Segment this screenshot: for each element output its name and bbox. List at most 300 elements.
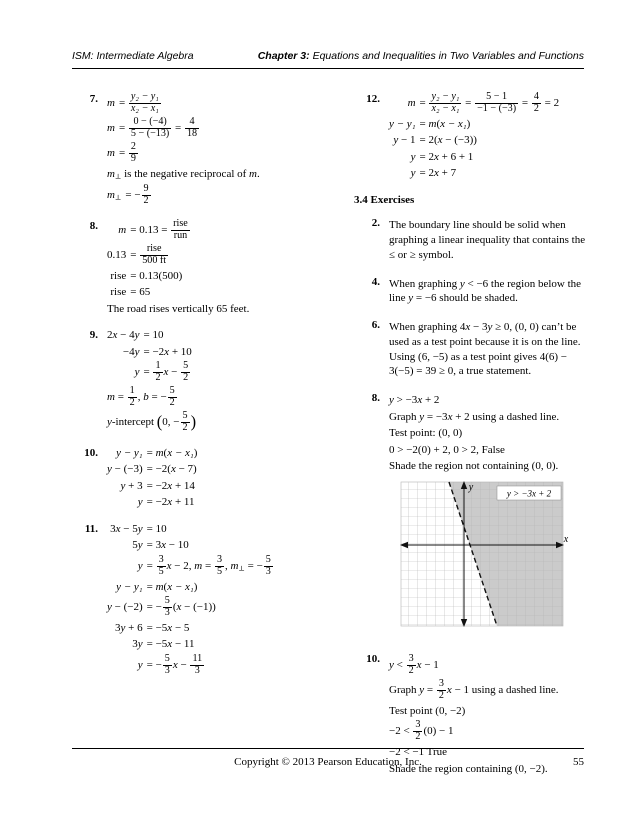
math-text: 11 <box>192 652 203 664</box>
equation-rhs <box>420 150 560 165</box>
math-text: < <box>393 659 406 672</box>
math-text: , <box>137 390 144 403</box>
math-text: 2 <box>169 396 175 408</box>
math-text: 3 <box>158 553 164 565</box>
equation-rhs <box>147 580 274 595</box>
math-text: − 2, <box>171 559 195 572</box>
fraction-denominator <box>413 732 422 743</box>
math-text: = <box>424 683 436 696</box>
math-text: = −2( <box>146 463 171 476</box>
fraction <box>412 720 423 743</box>
problem-11 <box>72 522 324 679</box>
equation-rhs <box>147 495 198 510</box>
text-line <box>389 443 590 458</box>
math-text: 2 <box>129 396 135 408</box>
math-text: = 3 <box>146 539 162 552</box>
fraction <box>180 411 191 434</box>
fraction <box>127 386 138 409</box>
math-variable: y <box>408 292 414 305</box>
math-text: = 10 <box>143 329 164 342</box>
math-text: = <box>118 121 128 134</box>
math-text: ( <box>436 117 441 130</box>
math-variable: x <box>170 463 176 476</box>
fraction-denominator <box>407 666 416 677</box>
left-column <box>72 92 324 788</box>
math-variable: x <box>433 150 439 163</box>
problem-number: 10. <box>366 653 380 666</box>
math-text: + 2 using a dashed line. <box>452 410 560 423</box>
math-variable: y <box>120 621 126 634</box>
math-text: 3 <box>164 607 170 619</box>
fraction-denominator <box>429 104 461 115</box>
equation-block <box>389 92 590 181</box>
fraction-denominator <box>190 666 204 677</box>
math-variable: y <box>107 415 112 428</box>
equation-lhs <box>107 600 147 615</box>
right-column <box>354 92 590 788</box>
problem-number: 12. <box>366 93 380 105</box>
math-text: − 7) <box>175 463 197 476</box>
math-text: − 11 <box>172 638 195 651</box>
math-text: = − <box>148 390 167 403</box>
math-text: 9 <box>130 152 136 164</box>
math-variable: y <box>393 134 399 147</box>
fraction <box>189 654 205 677</box>
equation-lhs <box>389 133 420 148</box>
math-text: 5 <box>216 565 222 577</box>
math-variable: x <box>167 638 173 651</box>
problem-2 <box>354 216 590 264</box>
math-text: = − <box>125 188 141 201</box>
fraction <box>436 679 447 702</box>
fraction-denominator <box>153 373 162 384</box>
fraction <box>128 92 162 115</box>
math-text: + 2 <box>422 394 440 407</box>
fraction-denominator <box>181 423 190 434</box>
math-variable: x − x₁ <box>440 117 467 130</box>
running-head-left: ISM: Intermediate Algebra <box>72 50 194 62</box>
math-text: = − <box>146 658 162 671</box>
math-text: 5 <box>183 360 189 372</box>
equation-block <box>107 446 324 510</box>
text-line <box>389 320 590 379</box>
math-variable: x <box>416 659 422 672</box>
equation-lhs <box>389 117 420 132</box>
math-text: = <box>118 146 128 159</box>
text-line <box>389 410 590 425</box>
equation-rhs <box>144 345 192 360</box>
math-text: 2 <box>130 140 136 152</box>
math-text: 4 <box>533 91 539 102</box>
equation-lhs <box>389 150 420 165</box>
math-variable: y − y₁ <box>116 580 143 593</box>
math-text: + 7 <box>438 167 457 180</box>
equation-rhs <box>147 446 198 461</box>
math-text: + 6 + 1 <box>438 150 474 163</box>
graph-grid <box>401 482 563 626</box>
math-text: 5 − 1 <box>486 91 508 102</box>
problem-body <box>105 328 324 436</box>
math-text: = 0.13 = <box>130 223 171 236</box>
math-text: − 1 using a dashed line. <box>451 683 559 696</box>
math-text: = <box>118 96 128 109</box>
math-text: 3 <box>110 522 116 535</box>
math-variable: y <box>410 150 416 163</box>
text-line <box>389 704 590 719</box>
math-text: 3 <box>415 719 421 731</box>
big-paren: ) <box>190 411 197 431</box>
fraction-denominator <box>168 398 177 409</box>
equation-rhs <box>147 538 274 553</box>
math-text: − <box>177 658 190 671</box>
problem-body <box>105 522 324 679</box>
math-text: Test point: (0, 0) <box>389 427 463 440</box>
problem-4 <box>354 275 590 308</box>
math-text: 0.13 <box>107 248 127 261</box>
math-text: − 5 <box>120 522 138 535</box>
equation-lhs <box>107 580 147 595</box>
fraction <box>406 654 417 677</box>
math-variable: x <box>172 658 178 671</box>
math-text: 0 − (−4) <box>133 115 167 127</box>
math-text: 2 <box>438 689 444 701</box>
math-variable: x <box>167 496 173 509</box>
math-text: 0, − <box>162 415 180 428</box>
problem-7 <box>72 92 324 209</box>
text-line <box>107 386 324 409</box>
equation-rhs <box>144 361 192 384</box>
math-text: rise <box>110 286 127 299</box>
graph-container <box>399 480 590 637</box>
math-variable: x <box>166 559 172 572</box>
fraction <box>184 117 200 140</box>
math-text: 5 <box>182 409 188 421</box>
fraction-denominator <box>171 231 190 242</box>
fraction-denominator <box>532 104 541 115</box>
math-text: 3 <box>438 677 444 689</box>
problem-12 <box>354 92 590 183</box>
math-variable: x <box>115 522 121 535</box>
problem-body <box>387 318 590 381</box>
equation-block <box>107 219 324 300</box>
math-text: is the negative reciprocal of <box>121 167 250 180</box>
fraction <box>170 219 191 242</box>
math-text: 9 <box>143 183 149 195</box>
math-text: 5 <box>169 384 175 396</box>
fraction-denominator <box>140 256 168 267</box>
math-variable: y − y₁ <box>116 446 143 459</box>
equation-rhs <box>147 522 274 537</box>
math-variable: y − y₁ <box>389 117 416 130</box>
problem-number: 11. <box>84 522 98 535</box>
math-text: = −5 <box>146 621 168 634</box>
math-variable: x <box>112 329 118 342</box>
math-text: = <box>419 96 429 109</box>
math-variable: x₂ − x₁ <box>130 102 159 114</box>
equation-rhs <box>119 117 200 140</box>
math-variable: y <box>134 329 140 342</box>
math-text: ) <box>466 117 471 130</box>
math-variable: m <box>230 559 239 572</box>
chapter-title: Equations and Inequalities in Two Variables and Functions <box>309 50 584 62</box>
math-text: Graph <box>389 410 420 423</box>
math-variable: x <box>167 479 173 492</box>
big-paren: ( <box>156 411 163 431</box>
math-variable: x − x₁ <box>167 446 194 459</box>
copyright-text: Copyright © 2013 Pearson Education, Inc. <box>234 756 422 768</box>
math-text: 4 <box>189 115 195 127</box>
math-text: 0 > −2(0) + 2, 0 > 2, False <box>389 443 505 456</box>
math-text: Graph <box>389 683 420 696</box>
y-axis-label: y <box>468 481 474 493</box>
text-line <box>389 459 590 474</box>
math-text: The boundary line should be solid when graphing a linear inequality that contains the ≤ or ≥ symbol. <box>389 219 586 261</box>
problem-6 <box>354 318 590 381</box>
math-text: − (−3) <box>111 463 143 476</box>
math-variable: y <box>389 659 394 672</box>
equation-lhs <box>107 658 147 673</box>
fraction-denominator <box>129 154 138 165</box>
problem-body <box>105 446 324 512</box>
math-variable: y <box>137 539 143 552</box>
equation-rhs <box>130 219 191 242</box>
equation-lhs <box>107 269 130 284</box>
math-text: − 1 <box>421 659 439 672</box>
math-text: ( <box>163 580 168 593</box>
math-text: ( <box>163 446 168 459</box>
equation-lhs <box>107 495 147 510</box>
math-variable: y <box>410 167 416 180</box>
math-text: -intercept <box>111 415 157 428</box>
equation-lhs <box>107 479 147 494</box>
text-line <box>389 277 590 306</box>
math-variable: y <box>137 522 143 535</box>
math-variable: x₂ − x₁ <box>431 102 460 114</box>
math-variable: x <box>176 601 182 614</box>
math-text: 3 <box>115 621 121 634</box>
math-text: = <box>146 580 156 593</box>
fraction <box>128 117 172 140</box>
math-text: 5 <box>164 652 170 664</box>
fraction <box>141 184 152 207</box>
equation-block <box>107 92 324 165</box>
equation-rhs <box>130 244 191 267</box>
equation-rhs <box>147 621 274 636</box>
math-text: = <box>146 559 156 572</box>
x-axis-label: x <box>563 533 569 545</box>
math-text: 3 <box>408 653 414 665</box>
math-text: = − <box>244 559 263 572</box>
math-text: − 5 <box>172 621 190 634</box>
equation-lhs <box>107 223 130 238</box>
math-text: = −2 <box>146 496 168 509</box>
fraction <box>428 92 462 115</box>
math-text: = 65 <box>130 286 151 299</box>
fraction <box>156 555 167 578</box>
problem-body <box>387 92 590 183</box>
math-variable: m <box>107 188 115 201</box>
fraction-denominator <box>163 666 172 677</box>
math-variable: y <box>107 601 112 614</box>
fraction-denominator <box>185 129 199 140</box>
math-text: − 10 <box>165 539 189 552</box>
equation-rhs <box>147 637 274 652</box>
math-text: 3 <box>216 553 222 565</box>
math-text: 500 ft <box>142 254 167 266</box>
fraction-denominator <box>142 196 151 207</box>
fraction-denominator <box>128 398 137 409</box>
math-variable: x <box>163 366 169 379</box>
math-variable: y <box>389 394 394 407</box>
math-text: = −6 should be shaded. <box>413 292 518 305</box>
math-variable: m <box>107 146 115 159</box>
equation-rhs <box>147 479 198 494</box>
problem-8 <box>354 391 590 642</box>
problem-body <box>105 92 324 209</box>
fraction <box>128 142 139 165</box>
equation-lhs <box>107 146 119 161</box>
text-line <box>389 720 590 743</box>
equation-lhs <box>107 345 144 360</box>
problem-number: 8. <box>371 392 380 405</box>
equation-lhs <box>107 446 147 461</box>
math-text: = −2 <box>146 479 168 492</box>
fraction-denominator <box>437 691 446 702</box>
equation-rhs <box>144 328 192 343</box>
math-text: = <box>419 117 429 130</box>
equation-lhs <box>107 188 125 203</box>
math-text: 2 <box>183 372 189 384</box>
math-text: = −3 <box>424 410 448 423</box>
fraction <box>474 92 519 115</box>
math-text: 18 <box>187 127 198 139</box>
inequality-graph <box>399 480 571 632</box>
math-text: = 0.13(500) <box>130 269 183 282</box>
math-text: = 2 <box>419 167 434 180</box>
math-text: − (−3)) <box>442 134 477 147</box>
math-variable: m <box>155 580 164 593</box>
math-variable: m <box>194 559 203 572</box>
math-variable: m <box>118 223 127 236</box>
math-text: = 10 <box>146 522 167 535</box>
math-text: , <box>225 559 231 572</box>
math-text: ( <box>172 601 177 614</box>
math-variable: m <box>428 117 437 130</box>
math-variable: x <box>437 134 443 147</box>
math-text: = 2 <box>419 150 434 163</box>
math-variable: y <box>137 559 143 572</box>
text-line <box>107 167 324 182</box>
problem-body <box>387 275 590 308</box>
math-variable: x <box>167 621 173 634</box>
fraction-denominator <box>157 567 166 578</box>
math-text: 2 <box>533 102 539 114</box>
graph-label: y > −3x + 2 <box>506 488 552 499</box>
equation-rhs <box>130 269 191 284</box>
page-number: 55 <box>573 756 584 768</box>
math-variable: x <box>447 410 453 423</box>
equation-lhs <box>107 328 144 343</box>
math-text: = − <box>146 601 162 614</box>
math-text: 2 <box>415 731 421 743</box>
fraction-denominator <box>163 608 172 619</box>
math-text: − 3 <box>470 321 488 334</box>
problem-number: 2. <box>371 217 380 230</box>
math-variable: b <box>143 390 149 403</box>
math-text: When graphing <box>389 277 460 290</box>
math-variable: m <box>107 167 115 180</box>
equation-rhs <box>119 142 200 165</box>
math-variable: y <box>137 496 143 509</box>
math-variable: x <box>465 321 471 334</box>
math-text: = <box>143 366 153 379</box>
fraction-denominator <box>475 104 518 115</box>
math-text: The road rises vertically 65 feet. <box>107 302 250 315</box>
math-text: −1 − (−3) <box>477 102 517 114</box>
math-text: run <box>173 229 188 241</box>
math-variable: y <box>120 479 126 492</box>
math-text: 3 <box>164 664 170 676</box>
math-variable: m <box>155 446 164 459</box>
math-variable: x − x₁ <box>167 580 194 593</box>
fraction <box>139 244 169 267</box>
equation-rhs <box>147 555 274 578</box>
problem-number: 6. <box>371 319 380 332</box>
problem-8 <box>72 219 324 318</box>
math-variable: y₂ − y₁ <box>130 91 159 102</box>
equation-lhs <box>107 559 147 574</box>
math-variable: y <box>134 345 140 358</box>
equation-rhs <box>147 596 274 619</box>
fraction <box>180 361 191 384</box>
fraction <box>152 361 163 384</box>
equation-lhs <box>107 365 144 380</box>
math-text: − (−1)) <box>181 601 216 614</box>
math-variable: y <box>419 683 425 696</box>
fraction <box>531 92 542 115</box>
math-text: 5 − (−13) <box>130 127 170 139</box>
equation-rhs <box>125 184 151 207</box>
math-text: − 1 <box>398 134 416 147</box>
math-text: . <box>257 167 260 180</box>
equation-lhs <box>389 166 420 181</box>
math-text: = <box>202 559 214 572</box>
math-text: −2 < −1 True <box>389 746 448 759</box>
math-variable: m <box>107 121 115 134</box>
page-footer <box>72 748 584 768</box>
fraction <box>162 596 173 619</box>
text-line <box>389 679 590 702</box>
math-text: = −2 <box>143 345 165 358</box>
problem-10 <box>72 446 324 512</box>
text-line <box>107 302 324 317</box>
math-text: = <box>172 121 184 134</box>
math-text: − (−2) <box>111 601 143 614</box>
math-text: + 10 <box>169 345 192 358</box>
text-line <box>389 426 590 441</box>
problem-number: 9. <box>89 329 98 342</box>
math-text: = −5 <box>146 638 168 651</box>
text-line <box>107 411 324 434</box>
equation-rhs <box>420 133 560 148</box>
equation-lhs <box>107 637 147 652</box>
text-line <box>389 218 590 262</box>
equation-rhs <box>130 285 191 300</box>
math-variable: y <box>459 277 465 290</box>
problem-number: 8. <box>89 219 98 232</box>
math-text: − <box>168 366 181 379</box>
math-variable: m <box>107 96 115 109</box>
